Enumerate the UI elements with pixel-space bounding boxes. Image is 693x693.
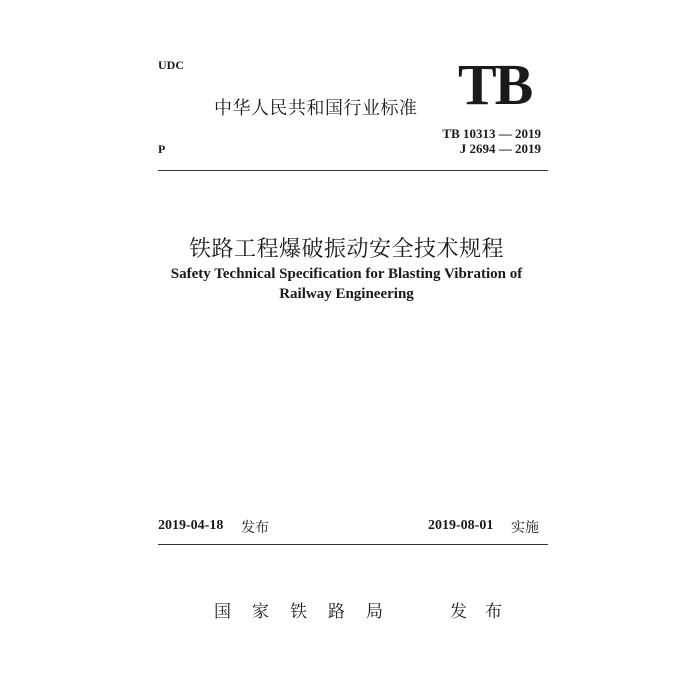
bottom-divider [158,544,548,545]
issue-date: 2019-04-18 [158,518,224,533]
title-english-line1: Safety Technical Specification for Blasting Vibration of [170,266,523,282]
implement-label: 实施 [511,520,539,536]
standard-type: 中华人民共和国行业标准 [214,98,418,119]
classification-code: P [158,142,166,156]
standard-number-secondary: J 2694 — 2019 [459,141,541,156]
title-english-line2: Railway Engineering [279,286,414,302]
issue-label: 发布 [241,520,269,536]
implement-date: 2019-08-01 [428,518,494,533]
tb-logo: TB [458,52,532,117]
standard-number-primary: TB 10313 — 2019 [442,126,541,141]
publish-label: 发布 [450,602,520,622]
issuing-authority: 国家铁路局 [214,602,404,622]
title-chinese: 铁路工程爆破振动安全技术规程 [188,237,504,262]
top-divider [158,170,548,171]
udc-label: UDC [158,58,184,72]
